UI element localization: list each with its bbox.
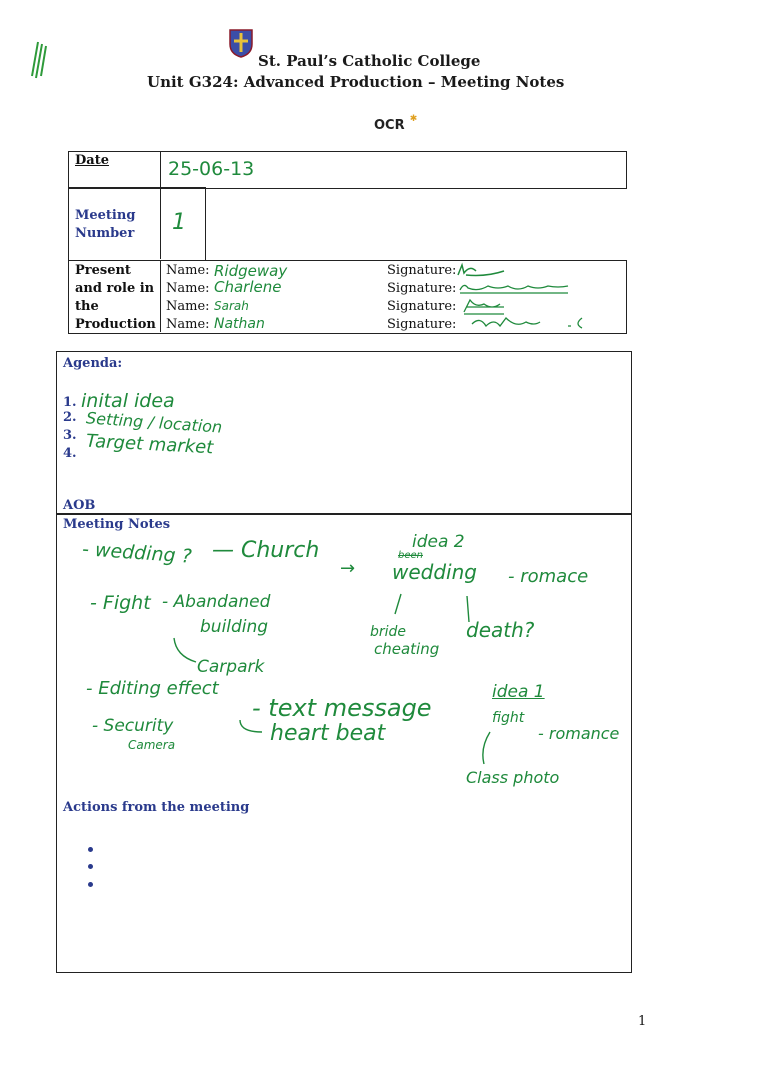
note-carpark: Carpark <box>197 657 265 677</box>
note-wedding: - wedding ? <box>81 538 193 568</box>
present-label-4: Production <box>75 317 156 332</box>
note-bride: bride <box>370 624 407 640</box>
agenda-item-text: inital idea <box>81 390 175 412</box>
connector-line <box>476 730 496 766</box>
signature-label: Signature: <box>387 317 457 332</box>
note-text-message: - text message <box>252 694 432 722</box>
present-label-3: the <box>75 299 99 314</box>
ocr-logo-text: OCR <box>374 118 405 133</box>
note-fight: - Fight <box>90 592 151 614</box>
agenda-item-number: 1. <box>63 395 77 410</box>
agenda-item-number: 4. <box>63 446 77 461</box>
meeting-number-label-2: Number <box>75 226 135 241</box>
agenda-item-text: Setting / location <box>85 408 223 437</box>
action-bullet <box>88 847 93 852</box>
actions-title: Actions from the meeting <box>63 800 250 815</box>
note-arrow: → <box>340 558 356 579</box>
unit-title: Unit G324: Advanced Production – Meeting Notes <box>147 73 565 91</box>
action-bullet <box>88 882 93 887</box>
aob-label: AOB <box>63 498 96 513</box>
present-label-2: and role in <box>75 281 155 296</box>
attendee-name: Charlene <box>214 278 282 296</box>
meeting-number-value: 1 <box>172 210 186 235</box>
note-building: building <box>200 617 269 637</box>
note-security: - Security <box>92 716 174 736</box>
note-been: been <box>398 550 423 561</box>
signature-scribble-4 <box>468 314 598 332</box>
note-camera: Camera <box>128 738 176 752</box>
ocr-star-icon: ✱ <box>409 114 418 124</box>
connector-line <box>236 718 266 738</box>
name-label: Name: <box>166 281 210 296</box>
date-row <box>68 151 627 189</box>
signature-label: Signature: <box>387 263 457 278</box>
note-heart-beat: heart beat <box>270 721 386 746</box>
note-idea1: idea 1 <box>492 682 545 702</box>
school-crest-icon <box>228 28 254 58</box>
ocr-logo <box>374 114 417 133</box>
action-bullet <box>88 864 93 869</box>
note-fight2: fight <box>492 710 525 726</box>
note-idea2: idea 2 <box>412 532 465 552</box>
name-label: Name: <box>166 299 210 314</box>
page-number: 1 <box>638 1014 647 1029</box>
name-label: Name: <box>166 263 210 278</box>
meeting-notes-title: Meeting Notes <box>63 517 171 532</box>
attendee-name: Ridgeway <box>214 262 288 280</box>
note-romance: - romance <box>538 724 620 743</box>
agenda-title: Agenda: <box>63 356 123 371</box>
name-label: Name: <box>166 317 210 332</box>
meeting-number-divider <box>160 187 161 259</box>
agenda-item-text: Target market <box>85 430 214 459</box>
connector-line <box>385 592 485 626</box>
note-romace: - romace <box>508 566 589 587</box>
note-cheating: cheating <box>374 640 440 658</box>
attendee-name: Nathan <box>214 316 265 332</box>
signature-label: Signature: <box>387 299 457 314</box>
date-label: Date <box>75 153 109 168</box>
pen-mark-icon <box>30 40 50 80</box>
date-value: 25-06-13 <box>168 158 255 180</box>
meeting-number-label-1: Meeting <box>75 208 136 223</box>
present-label-1: Present <box>75 263 131 278</box>
agenda-item-number: 2. <box>63 410 77 425</box>
note-church: — Church <box>212 538 320 563</box>
note-death: death? <box>466 618 535 642</box>
note-editing: - Editing effect <box>86 678 219 699</box>
college-name: St. Paul’s Catholic College <box>258 52 481 70</box>
present-divider <box>160 260 161 332</box>
signature-label: Signature: <box>387 281 457 296</box>
attendee-name: Sarah <box>214 299 249 313</box>
note-abandoned: - Abandaned <box>162 592 271 612</box>
note-wedding2: wedding <box>392 560 477 584</box>
agenda-item-number: 3. <box>63 428 77 443</box>
date-label-divider <box>160 151 161 187</box>
signature-scribble-1 <box>456 263 516 279</box>
note-class-photo: Class photo <box>466 768 560 787</box>
signature-scribble-2 <box>458 280 573 296</box>
